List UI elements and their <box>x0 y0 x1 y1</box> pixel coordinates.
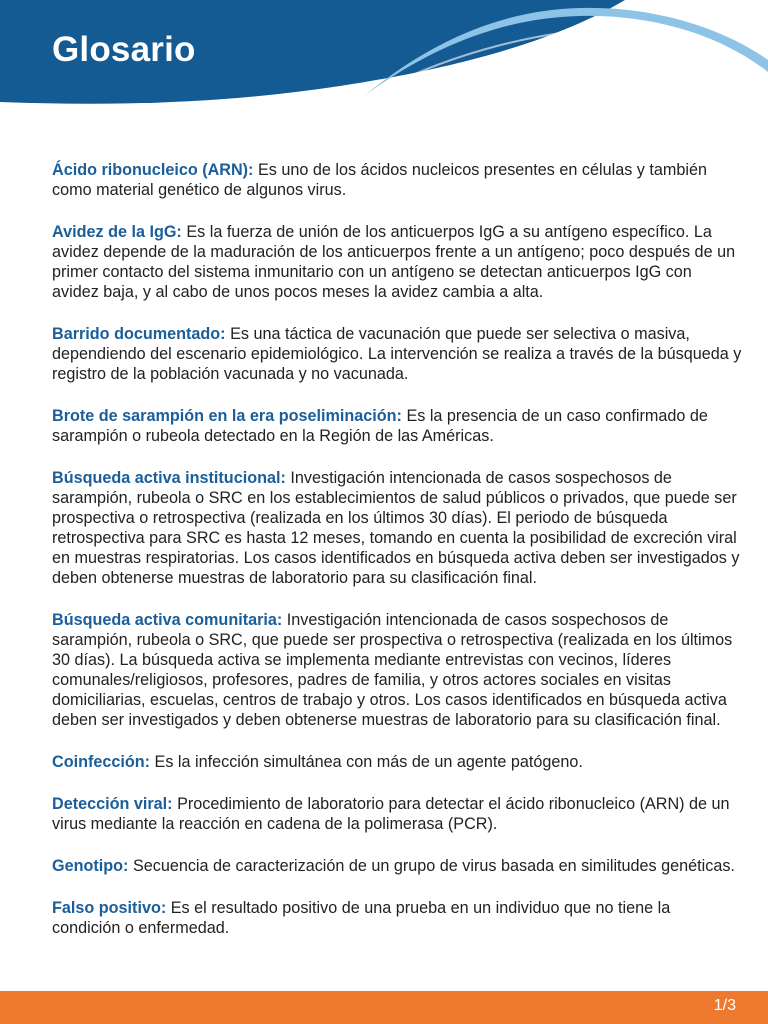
glossary-term: Brote de sarampión en la era poseliminación: <box>52 407 402 425</box>
glossary-term: Falso positivo: <box>52 899 167 917</box>
footer-bar <box>0 991 768 1024</box>
glossary-definition: Es la fuerza de unión de los anticuerpos IgG a su antígeno específico. La avidez depende de la maduración de los anticuerpos frente a un antígeno; poco después de un primer contacto del sistema inmunitario con un antígeno se detectan anticuerpos IgG con avidez baja, y al cabo de unos pocos meses la avidez cambia a alta. <box>52 223 736 301</box>
glossary-term: Ácido ribonucleico (ARN): <box>52 161 254 179</box>
glossary-entry <box>52 160 742 200</box>
glossary-entry <box>52 324 742 384</box>
glossary-term: Barrido documentado: <box>52 325 226 343</box>
glossary-term: Coinfección: <box>52 753 151 771</box>
glossary-term: Búsqueda activa institucional: <box>52 469 286 487</box>
glossary-entry <box>52 752 742 772</box>
glossary-entry <box>52 406 742 446</box>
page-title: Glosario <box>52 30 196 69</box>
glossary-definition: Es el resultado positivo de una prueba en un individuo que no tiene la condición o enfermedad. <box>52 899 671 937</box>
glossary-term: Genotipo: <box>52 857 129 875</box>
header-banner <box>0 0 768 120</box>
glossary-definition: Es la infección simultánea con más de un agente patógeno. <box>154 753 583 771</box>
glossary-term: Avidez de la IgG: <box>52 223 182 241</box>
glossary-entry <box>52 794 742 834</box>
glossary-entry <box>52 898 742 938</box>
glossary-entry <box>52 610 742 730</box>
glossary-definition: Procedimiento de laboratorio para detectar el ácido ribonucleico (ARN) de un virus mediante la reacción en cadena de la polimerasa (PCR). <box>52 795 730 833</box>
glossary-entry <box>52 468 742 588</box>
glossary-definition: Secuencia de caracterización de un grupo de virus basada en similitudes genéticas. <box>132 857 735 875</box>
glossary-definition: Es la presencia de un caso confirmado de sarampión o rubeola detectado en la Región de las Américas. <box>52 407 708 445</box>
glossary-definition: Es uno de los ácidos nucleicos presentes en células y también como material genético de algunos virus. <box>52 161 707 199</box>
glossary-definition: Es una táctica de vacunación que puede ser selectiva o masiva, dependiendo del escenario epidemiológico. La intervención se realiza a través de la búsqueda y registro de la población vacunada y no vacunada. <box>52 325 742 383</box>
glossary-list <box>52 160 742 960</box>
page-number: 1/3 <box>713 997 736 1014</box>
glossary-term: Detección viral: <box>52 795 173 813</box>
glossary-definition: Investigación intencionada de casos sospechosos de sarampión, rubeola o SRC en los establecimientos de salud públicos o privados, que puede ser prospectiva o retrospectiva (realizada en los últimos 30 días). El periodo de búsqueda retrospectiva para SRC es hasta 12 meses, tomando en cuenta la posibilidad de excreción viral en muestras respiratorias. Los casos identificados en búsqueda activa deben ser investigados y deben obtenerse muestras de laboratorio para su clasificación final. <box>52 469 740 587</box>
glossary-term: Búsqueda activa comunitaria: <box>52 611 283 629</box>
glossary-entry <box>52 222 742 302</box>
glossary-entry <box>52 856 742 876</box>
glossary-definition: Investigación intencionada de casos sospechosos de sarampión, rubeola o SRC, que puede ser prospectiva o retrospectiva (realizada en los últimos 30 días). La búsqueda activa se implementa mediante entrevistas con vecinos, líderes comunales/religiosos, profesores, padres de familia, y otros actores sociales en visitas domiciliarias, escuelas, centros de trabajo y otros. Los casos identificados en búsqueda activa deben ser investigados y deben obtenerse muestras de laboratorio para su clasificación final. <box>52 611 733 729</box>
